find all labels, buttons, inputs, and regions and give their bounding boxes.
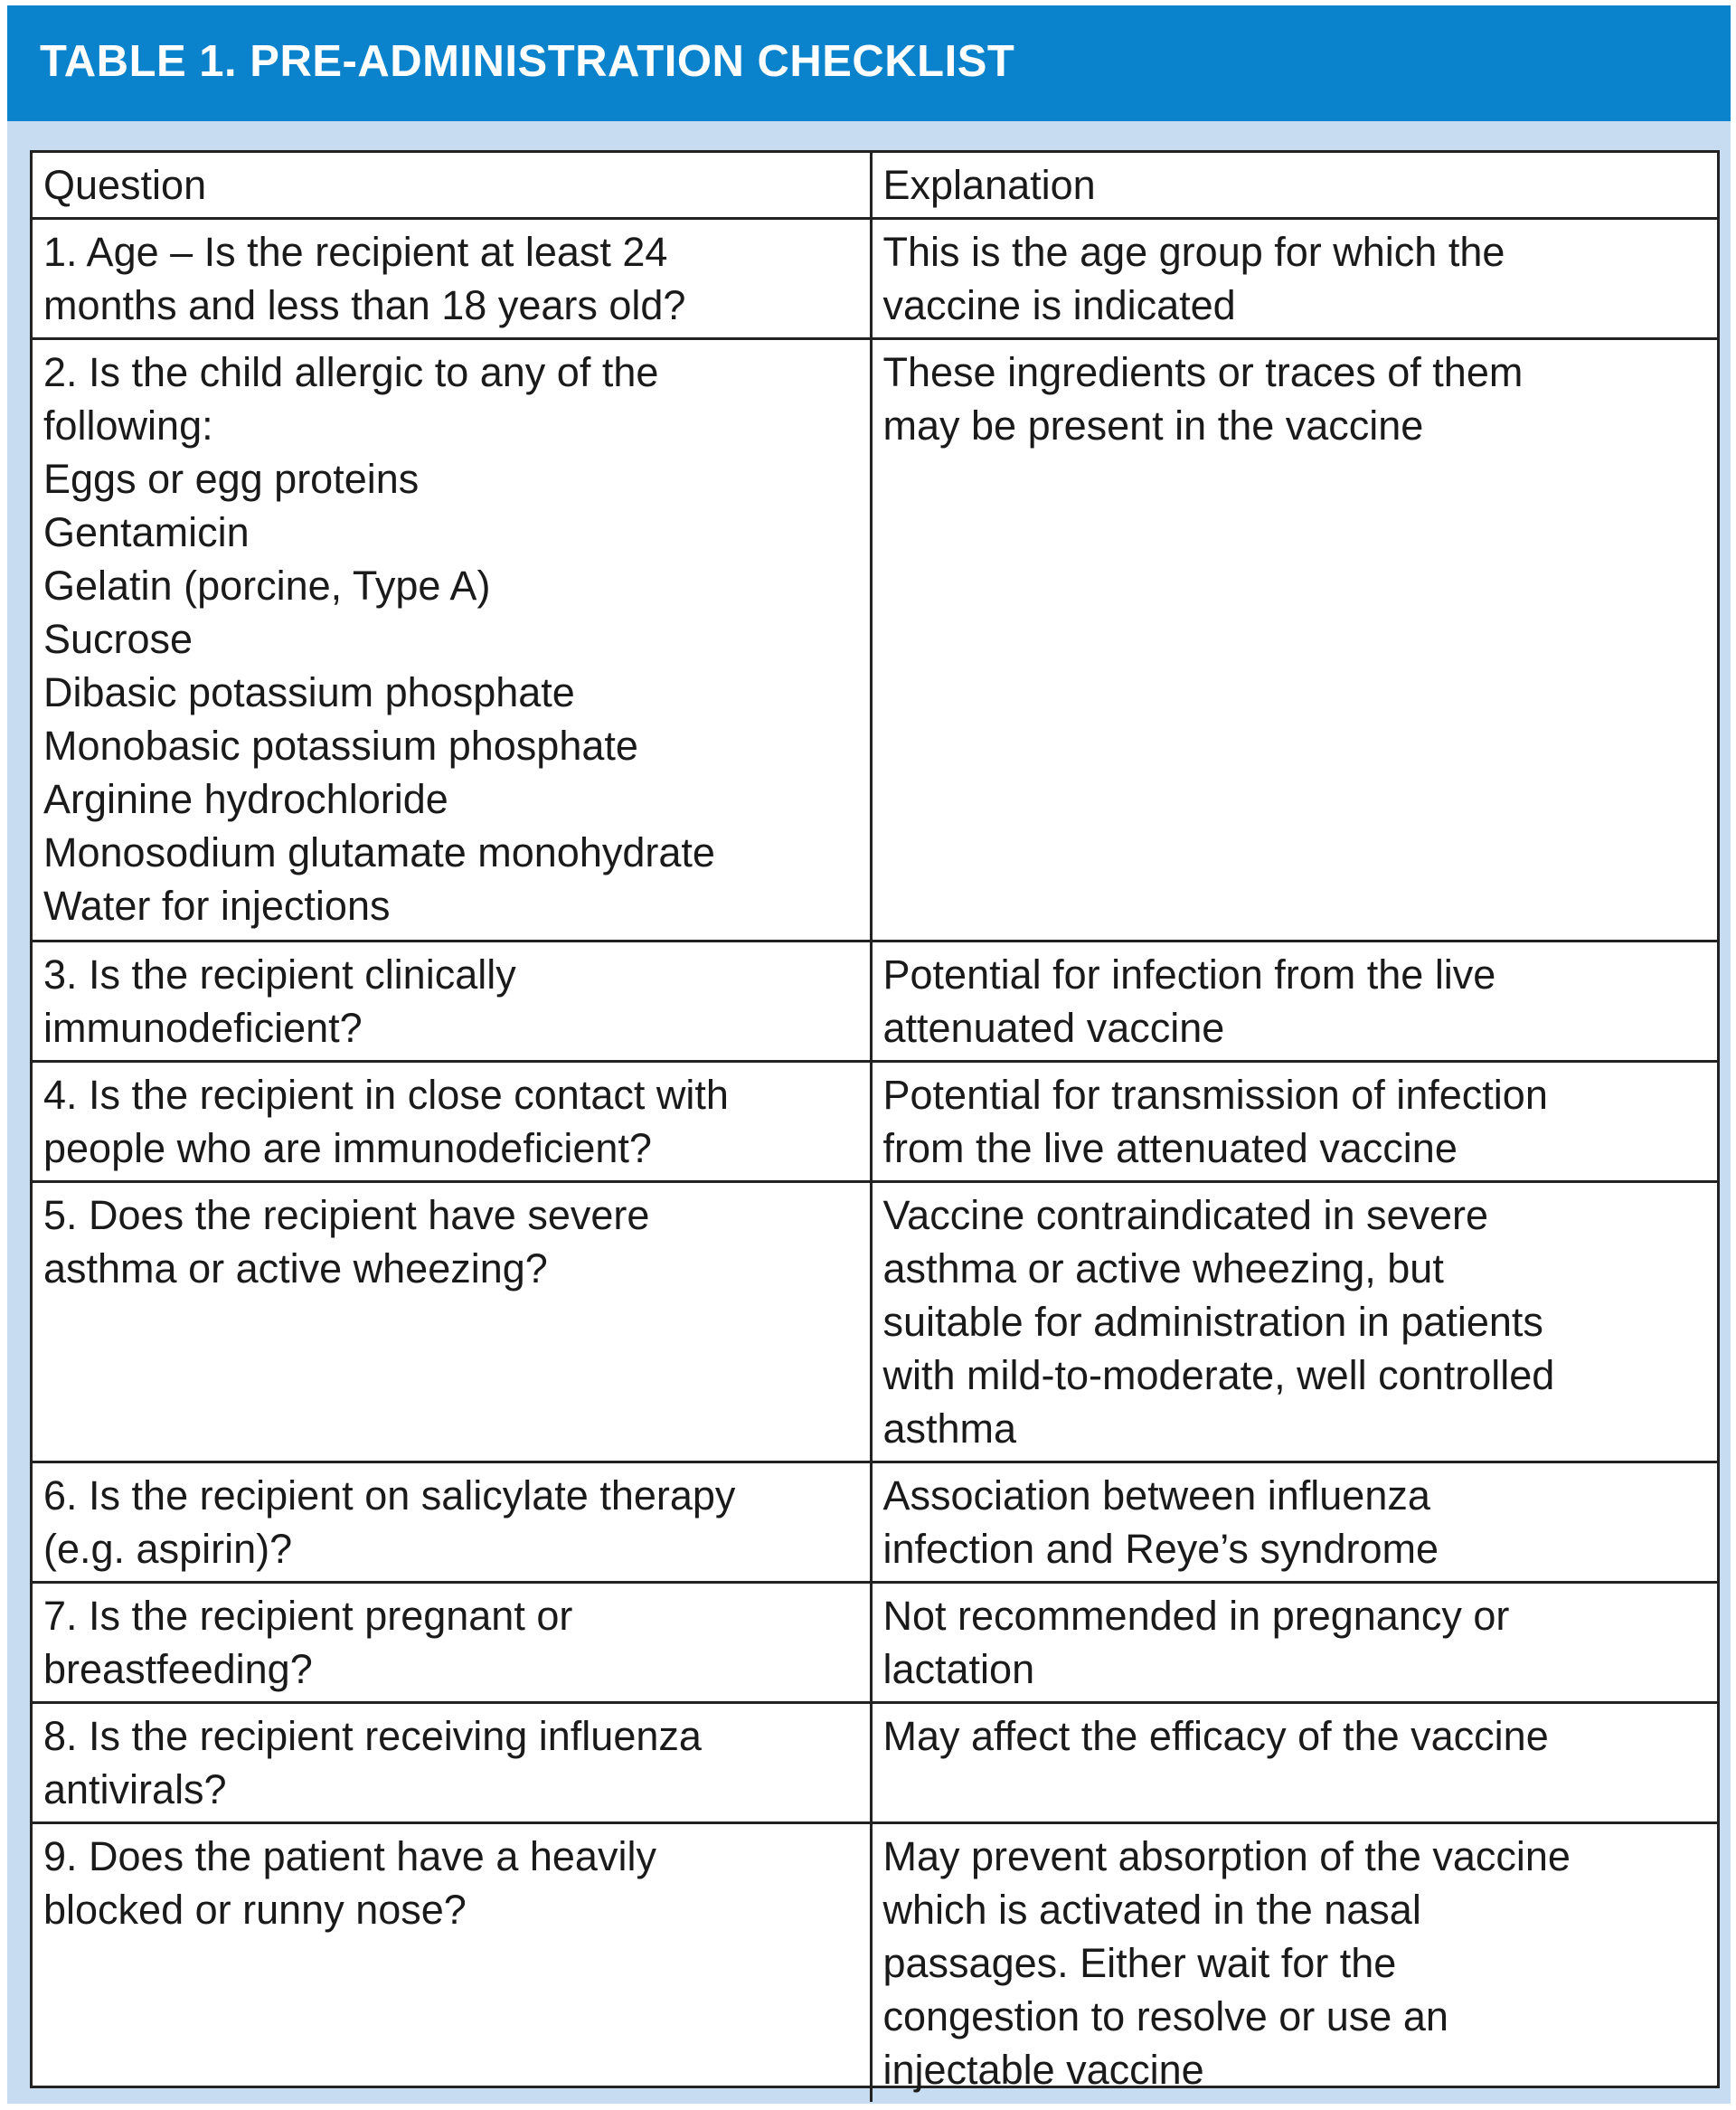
question-text-line: people who are immunodeficient?: [43, 1125, 652, 1171]
explanation-text-line: injectable vaccine: [882, 2047, 1204, 2093]
table-row: [33, 1462, 1717, 1583]
question-cell: [33, 1062, 871, 1182]
explanation-text-line: Vaccine contraindicated in severe: [882, 1192, 1489, 1238]
question-text-line: Dibasic potassium phosphate: [43, 669, 575, 715]
header-row: [33, 153, 1717, 219]
explanation-text-line: with mild-to-moderate, well controlled: [882, 1352, 1555, 1398]
explanation-text-line: This is the age group for which the: [882, 229, 1505, 275]
question-text-line: Monosodium glutamate monohydrate: [43, 829, 715, 875]
checklist-table-container: [30, 150, 1720, 2093]
explanation-cell: [871, 219, 1717, 339]
explanation-text-line: congestion to resolve or use an: [882, 1993, 1448, 2039]
table-row: [33, 1062, 1717, 1182]
question-text-line: Sucrose: [43, 616, 193, 662]
question-text-line: Gelatin (porcine, Type A): [43, 563, 491, 609]
table-title: TABLE 1. PRE-ADMINISTRATION CHECKLIST: [40, 37, 1015, 86]
question-text-line: 7. Is the recipient pregnant or: [43, 1593, 573, 1639]
explanation-text-line: vaccine is indicated: [882, 282, 1236, 328]
title-bar: [7, 5, 1731, 121]
question-text-line: breastfeeding?: [43, 1646, 313, 1692]
question-text-line: Gentamicin: [43, 509, 250, 555]
explanation-text-line: which is activated in the nasal: [882, 1887, 1421, 1933]
question-text-line: following:: [43, 402, 213, 449]
explanation-text-line: Not recommended in pregnancy or: [882, 1593, 1510, 1639]
question-text-line: Water for injections: [43, 883, 391, 929]
explanation-cell: [871, 941, 1717, 1062]
question-text-line: 5. Does the recipient have severe: [43, 1192, 650, 1238]
table-row: [33, 941, 1717, 1062]
question-text-line: months and less than 18 years old?: [43, 282, 686, 328]
explanation-text-line: suitable for administration in patients: [882, 1299, 1543, 1345]
explanation-cell: [871, 339, 1717, 941]
explanation-text-line: lactation: [882, 1646, 1035, 1692]
header-question: Question: [33, 153, 871, 219]
question-text-line: Monobasic potassium phosphate: [43, 723, 638, 769]
question-text-line: antivirals?: [43, 1766, 227, 1812]
checklist-table: [33, 153, 1717, 2102]
explanation-text-line: asthma or active wheezing, but: [882, 1245, 1444, 1292]
explanation-text-line: infection and Reye’s syndrome: [882, 1526, 1439, 1572]
explanation-text-line: May affect the efficacy of the vaccine: [882, 1713, 1549, 1759]
question-cell: [33, 1703, 871, 1823]
explanation-text-line: Association between influenza: [882, 1472, 1430, 1519]
explanation-text-line: Potential for transmission of infection: [882, 1072, 1548, 1118]
explanation-cell: [871, 1462, 1717, 1583]
explanation-text-line: may be present in the vaccine: [882, 402, 1424, 449]
table-row: [33, 219, 1717, 339]
explanation-text-line: asthma: [882, 1405, 1017, 1452]
table-row: [33, 1823, 1717, 2103]
explanation-cell: [871, 1182, 1717, 1462]
question-text-line: (e.g. aspirin)?: [43, 1526, 293, 1572]
explanation-cell: [871, 1823, 1717, 2103]
question-cell: [33, 1823, 871, 2103]
question-text-line: 8. Is the recipient receiving influenza: [43, 1713, 702, 1759]
table-row: [33, 339, 1717, 941]
question-text-line: 9. Does the patient have a heavily: [43, 1833, 656, 1879]
question-cell: [33, 1182, 871, 1462]
table-row: [33, 1182, 1717, 1462]
question-cell: [33, 219, 871, 339]
explanation-text-line: passages. Either wait for the: [882, 1940, 1397, 1986]
question-cell: [33, 339, 871, 941]
explanation-cell: [871, 1062, 1717, 1182]
question-text-line: Eggs or egg proteins: [43, 456, 420, 502]
question-text-line: blocked or runny nose?: [43, 1887, 467, 1933]
explanation-text-line: These ingredients or traces of them: [882, 349, 1524, 395]
question-text-line: 1. Age – Is the recipient at least 24: [43, 229, 668, 275]
explanation-text-line: attenuated vaccine: [882, 1005, 1225, 1051]
explanation-cell: [871, 1703, 1717, 1823]
explanation-cell: [871, 1583, 1717, 1703]
question-text-line: Arginine hydrochloride: [43, 776, 448, 822]
table-row: [33, 1703, 1717, 1823]
explanation-text-line: Potential for infection from the live: [882, 951, 1496, 998]
explanation-text-line: from the live attenuated vaccine: [882, 1125, 1458, 1171]
question-cell: [33, 1462, 871, 1583]
table-row: [33, 1583, 1717, 1703]
question-text-line: 4. Is the recipient in close contact with: [43, 1072, 729, 1118]
header-explanation: Explanation: [871, 153, 1717, 219]
question-cell: [33, 941, 871, 1062]
question-text-line: immunodeficient?: [43, 1005, 363, 1051]
question-cell: [33, 1583, 871, 1703]
question-text-line: 3. Is the recipient clinically: [43, 951, 516, 998]
question-text-line: 6. Is the recipient on salicylate therapy: [43, 1472, 736, 1519]
checklist-panel: [7, 5, 1731, 2104]
question-text-line: asthma or active wheezing?: [43, 1245, 548, 1292]
question-text-line: 2. Is the child allergic to any of the: [43, 349, 659, 395]
explanation-text-line: May prevent absorption of the vaccine: [882, 1833, 1571, 1879]
